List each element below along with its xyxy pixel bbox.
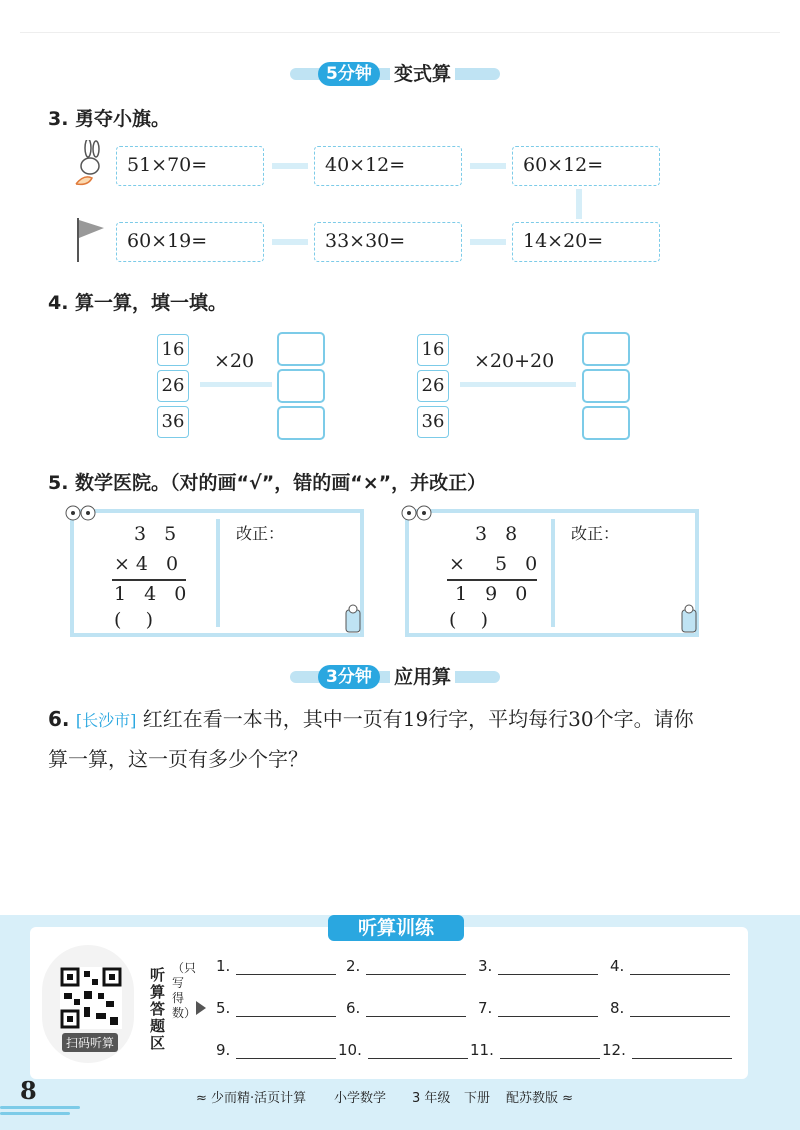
banner-title: 应用算 bbox=[390, 665, 455, 689]
answer-item[interactable]: 12. bbox=[602, 1041, 732, 1059]
answer-area-label: 听算答题区 bbox=[150, 966, 166, 1052]
arrow-left bbox=[470, 239, 506, 245]
arrow-left bbox=[272, 239, 308, 245]
answer-item[interactable]: 7. bbox=[478, 999, 598, 1017]
vertical-result: 1 4 0 bbox=[114, 583, 193, 605]
q6-text bbox=[48, 700, 768, 778]
arrow-right bbox=[272, 163, 308, 169]
owl-icon bbox=[64, 504, 98, 522]
q4-left-number: 16 bbox=[157, 334, 189, 366]
footer-book: ≈ 少而精·活页计算 bbox=[196, 1091, 307, 1106]
q6-line1: 红红在看一本书，其中一页有19行字，平均每行30个字。请你 bbox=[142, 707, 694, 731]
q4-left-answer-box[interactable] bbox=[277, 332, 325, 366]
arrow-down bbox=[576, 189, 582, 219]
q6-line2: 算一算，这一页有多少个字？ bbox=[48, 747, 308, 771]
q4-left-op: ×20 bbox=[214, 350, 255, 372]
q4-right-answer-box[interactable] bbox=[582, 332, 630, 366]
top-rule bbox=[20, 32, 780, 33]
q3-cell: 60×12= bbox=[512, 146, 660, 186]
footer-subject: 小学数学 bbox=[334, 1091, 387, 1106]
judgment-paren[interactable]: ( ) bbox=[449, 609, 488, 631]
q4-right-op: ×20+20 bbox=[474, 350, 555, 372]
banner-time: 5分钟 bbox=[318, 62, 380, 86]
answer-item[interactable]: 10. bbox=[338, 1041, 468, 1059]
vertical-top: 3 8 bbox=[475, 523, 524, 545]
arrow-right bbox=[200, 382, 272, 387]
q3-cell: 60×19= bbox=[116, 222, 264, 262]
banner-title: 变式算 bbox=[390, 62, 455, 86]
section-banner-application bbox=[290, 663, 500, 691]
flag-icon bbox=[72, 214, 108, 264]
listening-section bbox=[0, 915, 800, 1130]
fix-label: 改正： bbox=[571, 524, 620, 543]
footer-edition: 配苏教版 ≈ bbox=[506, 1091, 574, 1106]
q4-right-number: 36 bbox=[417, 406, 449, 438]
math-hospital-card-right bbox=[405, 509, 699, 637]
vertical-result: 1 9 0 bbox=[455, 583, 534, 605]
math-hospital-card-left bbox=[70, 509, 364, 637]
answer-item[interactable]: 1. bbox=[216, 957, 336, 975]
vertical-mult: ×4 0 bbox=[114, 553, 185, 575]
page-number: 8 bbox=[20, 1076, 37, 1105]
q4-left-answer-box[interactable] bbox=[277, 406, 325, 440]
q6-tag: [长沙市] bbox=[75, 711, 137, 730]
qr-code-icon[interactable] bbox=[60, 967, 122, 1029]
q4-right-answer-box[interactable] bbox=[582, 369, 630, 403]
play-triangle-icon bbox=[196, 1001, 206, 1015]
footer-grade: 3 年级 bbox=[412, 1091, 451, 1106]
answer-item[interactable]: 3. bbox=[478, 957, 598, 975]
answer-item[interactable]: 2. bbox=[346, 957, 466, 975]
section-banner-variant bbox=[290, 60, 500, 88]
answer-area-note: （只写得数） bbox=[172, 961, 197, 1020]
fix-label: 改正： bbox=[236, 524, 285, 543]
answer-item[interactable]: 5. bbox=[216, 999, 336, 1017]
judgment-paren[interactable]: ( ) bbox=[114, 609, 153, 631]
q3-title: 3. 勇夺小旗。 bbox=[48, 108, 171, 130]
vertical-mult: × 5 0 bbox=[449, 553, 544, 575]
q3-cell: 51×70= bbox=[116, 146, 264, 186]
answer-item[interactable]: 8. bbox=[610, 999, 730, 1017]
arrow-right bbox=[460, 382, 576, 387]
listening-panel bbox=[30, 927, 748, 1079]
q6-number: 6. bbox=[48, 707, 70, 731]
footer-volume: 下册 bbox=[464, 1091, 491, 1106]
answer-item[interactable]: 4. bbox=[610, 957, 730, 975]
answer-item[interactable]: 6. bbox=[346, 999, 466, 1017]
q4-right-answer-box[interactable] bbox=[582, 406, 630, 440]
q5-title: 5. 数学医院。（对的画“√”，错的画“×”，并改正） bbox=[48, 472, 487, 494]
rabbit-icon bbox=[68, 140, 108, 190]
q4-left-number: 36 bbox=[157, 406, 189, 438]
q4-left-answer-box[interactable] bbox=[277, 369, 325, 403]
q4-title: 4. 算一算，填一填。 bbox=[48, 292, 228, 314]
answer-item[interactable]: 11. bbox=[470, 1041, 600, 1059]
banner-time: 3分钟 bbox=[318, 665, 380, 689]
arrow-right bbox=[470, 163, 506, 169]
q4-right-number: 26 bbox=[417, 370, 449, 402]
q3-cell: 33×30= bbox=[314, 222, 462, 262]
owl-icon bbox=[400, 504, 434, 522]
robot-icon bbox=[678, 604, 700, 638]
answer-item[interactable]: 9. bbox=[216, 1041, 336, 1059]
page-wave-decoration bbox=[0, 1078, 80, 1118]
q4-right-number: 16 bbox=[417, 334, 449, 366]
listening-title: 听算训练 bbox=[328, 915, 464, 941]
robot-icon bbox=[342, 604, 364, 638]
q3-cell: 40×12= bbox=[314, 146, 462, 186]
vertical-top: 3 5 bbox=[134, 523, 183, 545]
qr-caption: 扫码听算 bbox=[62, 1033, 118, 1052]
q3-cell: 14×20= bbox=[512, 222, 660, 262]
q4-left-number: 26 bbox=[157, 370, 189, 402]
